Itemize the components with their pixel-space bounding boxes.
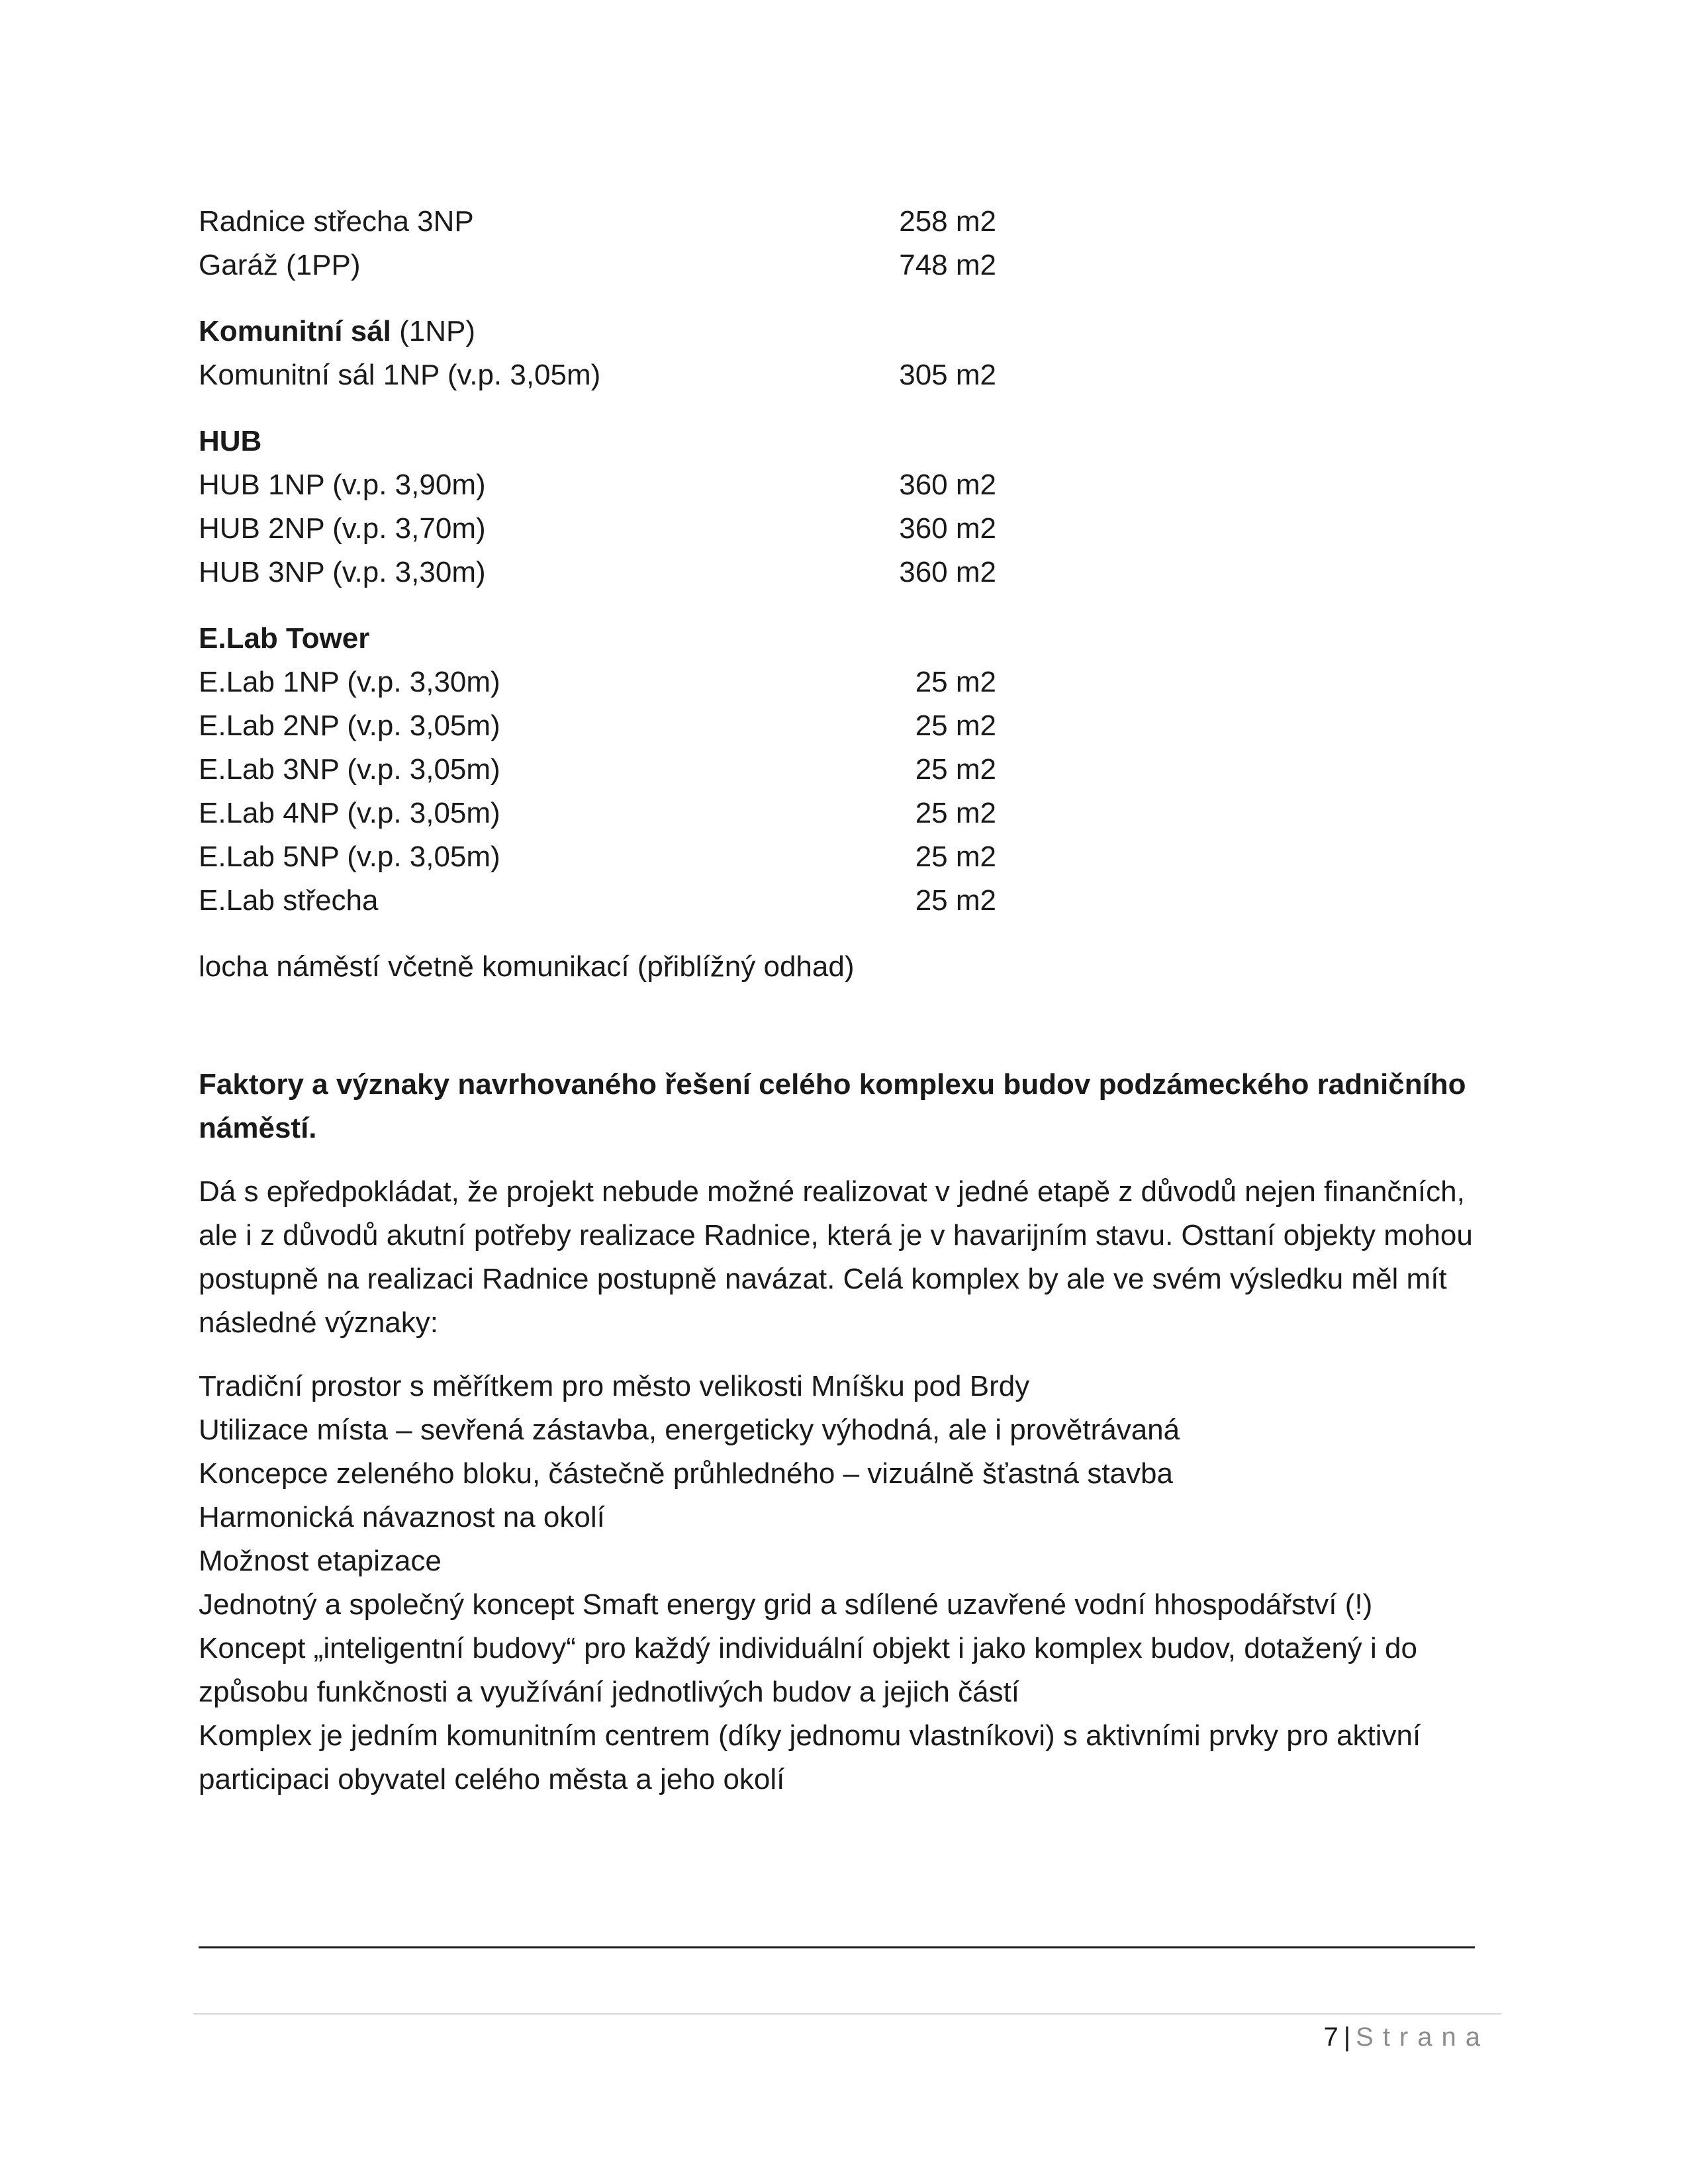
area-label: E.Lab 1NP (v.p. 3,30m) bbox=[199, 666, 500, 698]
radnice-area-rows bbox=[199, 200, 1496, 287]
list-item: Možnost etapizace bbox=[199, 1545, 442, 1577]
area-row bbox=[199, 792, 1496, 835]
area-row bbox=[199, 507, 1496, 551]
page-number: 7 bbox=[1323, 2023, 1338, 2052]
footer-separator: | bbox=[1343, 2023, 1351, 2052]
area-value: 360 m2 bbox=[899, 556, 996, 588]
area-label: Radnice střecha 3NP bbox=[199, 205, 474, 238]
square-area-note: locha náměstí včetně komunikací (přiblížný odhad) bbox=[199, 950, 855, 983]
group-title-bold: Komunitní sál bbox=[199, 315, 391, 347]
area-value: 25 m2 bbox=[915, 841, 996, 873]
features-list bbox=[199, 1365, 1496, 1801]
area-value: 25 m2 bbox=[915, 753, 996, 786]
group-title-bold: HUB bbox=[199, 425, 262, 457]
area-value: 25 m2 bbox=[915, 797, 996, 829]
area-value: 25 m2 bbox=[915, 709, 996, 742]
elab-tower-group bbox=[199, 617, 1496, 923]
area-row bbox=[199, 660, 1496, 704]
horizontal-rule bbox=[199, 1946, 1475, 1948]
area-row bbox=[199, 551, 1496, 594]
area-label: HUB 1NP (v.p. 3,90m) bbox=[199, 469, 486, 501]
area-label: E.Lab 3NP (v.p. 3,05m) bbox=[199, 753, 500, 786]
group-title bbox=[199, 420, 1496, 463]
area-label: Garáž (1PP) bbox=[199, 249, 361, 281]
area-value: 748 m2 bbox=[899, 249, 996, 281]
area-value: 305 m2 bbox=[899, 359, 996, 391]
area-label: E.Lab 5NP (v.p. 3,05m) bbox=[199, 841, 500, 873]
footer-page-word: Strana bbox=[1356, 2023, 1489, 2052]
group-title bbox=[199, 310, 1496, 353]
area-value: 25 m2 bbox=[915, 884, 996, 917]
komunitni-sal-group bbox=[199, 310, 1496, 397]
list-item: Komplex je jedním komunitním centrem (díky jednomu vlastníkovi) s aktivními prvky pro aktivní participaci obyvatel celého města a jeho okolí bbox=[199, 1719, 1421, 1796]
group-title bbox=[199, 617, 1496, 660]
section-paragraph: Dá s epředpokládat, že projekt nebude možné realizovat v jedné etapě z důvodů nejen finančních, ale i z důvodů akutní potřeby realizace Radnice, která je v havarijním stavu. Osttaní objekty mohou postupně na realizaci Radnice postupně navázat. Celá komplex by ale ve svém výsledku měl mít následné význaky: bbox=[199, 1175, 1473, 1339]
area-row bbox=[199, 353, 1496, 397]
page-content bbox=[199, 200, 1496, 1801]
area-value: 360 m2 bbox=[899, 469, 996, 501]
area-label: HUB 3NP (v.p. 3,30m) bbox=[199, 556, 486, 588]
section-heading: Faktory a význaky navrhovaného řešení celého komplexu budov podzámeckého radničního náměstí. bbox=[199, 1068, 1466, 1144]
area-row bbox=[199, 200, 1496, 244]
area-label: E.Lab 4NP (v.p. 3,05m) bbox=[199, 797, 500, 829]
area-row bbox=[199, 704, 1496, 748]
area-row bbox=[199, 879, 1496, 923]
list-item: Jednotný a společný koncept Smaft energy grid a sdílené uzavřené vodní hhospodářství (!) bbox=[199, 1588, 1373, 1621]
area-label: HUB 2NP (v.p. 3,70m) bbox=[199, 512, 486, 545]
area-row bbox=[199, 463, 1496, 507]
list-item: Utilizace místa – sevřená zástavba, energeticky výhodná, ale i provětrávaná bbox=[199, 1414, 1180, 1446]
list-item: Harmonická návaznost na okolí bbox=[199, 1501, 605, 1533]
list-item: Tradiční prostor s měřítkem pro město velikosti Mníšku pod Brdy bbox=[199, 1370, 1030, 1402]
area-value: 360 m2 bbox=[899, 512, 996, 545]
list-item: Koncept „inteligentní budovy“ pro každý individuální objekt i jako komplex budov, dotažený i do způsobu funkčnosti a využívání jednotlivých budov a jejich částí bbox=[199, 1632, 1417, 1708]
list-item: Koncepce zeleného bloku, částečně průhledného – vizuálně šťastná stavba bbox=[199, 1457, 1173, 1490]
area-value: 25 m2 bbox=[915, 666, 996, 698]
area-row bbox=[199, 244, 1496, 287]
group-title-bold: E.Lab Tower bbox=[199, 622, 370, 655]
page-footer bbox=[1324, 2017, 1490, 2057]
area-value: 258 m2 bbox=[899, 205, 996, 238]
area-row bbox=[199, 748, 1496, 792]
footer-divider bbox=[193, 2013, 1501, 2015]
area-row bbox=[199, 835, 1496, 879]
area-label: E.Lab střecha bbox=[199, 884, 379, 917]
group-title-rest: (1NP) bbox=[391, 315, 476, 347]
area-label: E.Lab 2NP (v.p. 3,05m) bbox=[199, 709, 500, 742]
hub-group bbox=[199, 420, 1496, 594]
area-label: Komunitní sál 1NP (v.p. 3,05m) bbox=[199, 359, 601, 391]
